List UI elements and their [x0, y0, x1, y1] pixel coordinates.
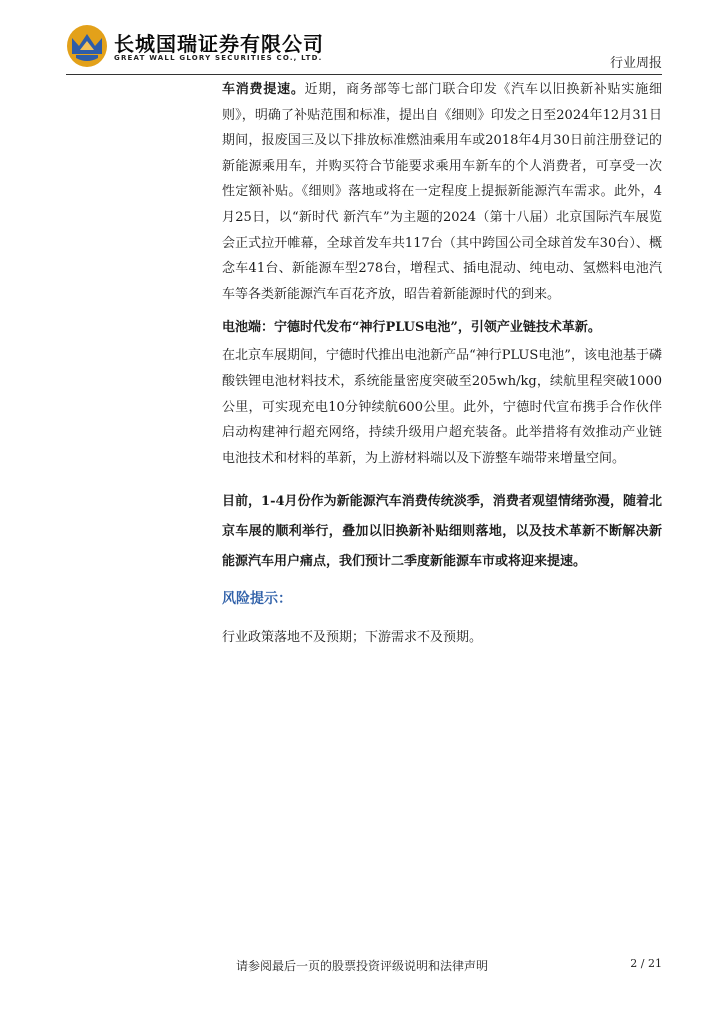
- paragraph-text: 在北京车展期间，宁德时代推出电池新产品“神行PLUS电池”，该电池基于磷酸铁锂电池材料技术，系统能量密度突破至205wh/kg，续航里程突破1000公里，可实现充电10分钟续航600公里。此外，宁德时代宣布携手合作伙伴启动构建神行超充网络，持续升级用户超充装备。此举措将有效推动产业链电池技术和材料的革新，为上游材料端以及下游整车端带来增量空间。: [222, 348, 662, 466]
- paragraph-lead: 车消费提速。: [222, 82, 305, 97]
- company-name-cn: 长城国瑞证券有限公司: [114, 32, 324, 56]
- risk-heading: 风险提示：: [222, 591, 292, 608]
- report-body: [222, 77, 662, 649]
- great-wall-glory-logo-icon: [66, 24, 108, 68]
- paragraph-lead: 电池端：宁德时代发布“神行PLUS电池”，引领产业链技术革新。: [222, 320, 601, 336]
- risk-text: 行业政策落地不及预期；下游需求不及预期。: [222, 630, 483, 646]
- paragraph-text: 近期，商务部等七部门联合印发《汽车以旧换新补贴实施细则》，明确了补贴范围和标准，提出自《细则》印发之日至2024年12月31日期间，报废国三及以下排放标准燃油乘用车或2018年4月30日前注册登记的新能源乘用车，并购买符合节能要求乘用车新车的个人消费者，可享受一次性定额补贴。《细则》落地或将在一定程度上提振新能源汽车需求。此外，4月25日，以“新时代 新汽车”为主题的2024（第十八届）北京国际汽车展览会正式拉开帷幕，全球首发车共117台（其中跨国公司全球首发车30台）、概念车41台、新能源车型278台，增程式、插电混动、纯电动、氢燃料电池汽车等各类新能源汽车百花齐放，昭告着新能源时代的到来。: [222, 82, 662, 302]
- paragraph-outlook: 目前，1-4月份作为新能源汽车消费传统淡季，消费者观望情绪弥漫，随着北京车展的顺利举行，叠加以旧换新补贴细则落地，以及技术革新不断解决新能源汽车用户痛点，我们预计二季度新能源车市或将迎来提速。: [222, 494, 662, 570]
- footer-disclaimer: 请参阅最后一页的股票投资评级说明和法律声明: [235, 959, 488, 973]
- page-header: [0, 0, 724, 80]
- report-type: 行业周报: [609, 56, 662, 71]
- paragraph-battery: [222, 313, 662, 471]
- header-divider: [66, 74, 662, 75]
- page-number: 2 / 21: [630, 957, 662, 970]
- company-name-en: GREAT WALL GLORY SECURITIES CO., LTD.: [114, 54, 323, 62]
- paragraph-consumption: [222, 77, 662, 307]
